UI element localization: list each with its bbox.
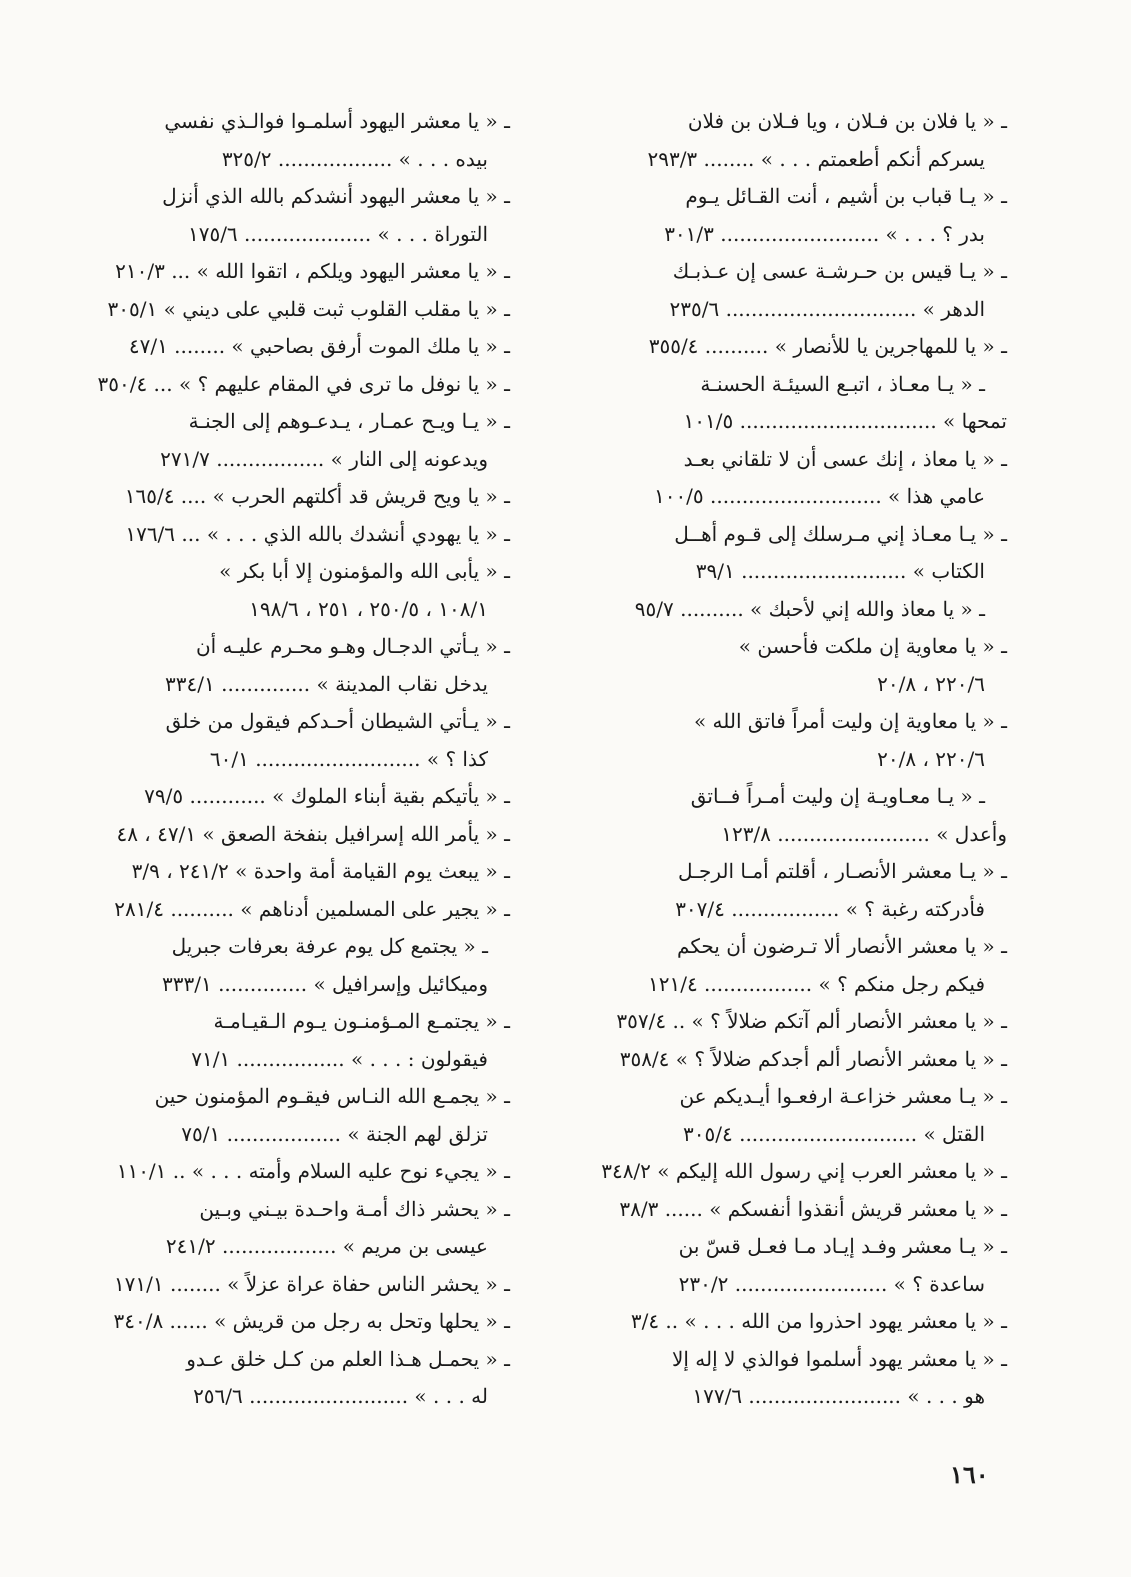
index-entry: ـ « يا معشر قريش أنقذوا أنفسكم » ...... ٣٨/٣	[619, 1196, 1007, 1221]
index-entry: الدهر » .............................. ٢٣٥/٦	[669, 296, 985, 321]
index-entry: تزلق لهم الجنة » .................. ٧٥/١	[181, 1121, 488, 1146]
index-entry: ـ « يأبى الله والمؤمنون إلا أبا بكر »	[219, 559, 510, 583]
index-entry: ـ « يـا معـاذ إني مـرسلك إلى قـوم أهــل	[674, 521, 1007, 546]
index-entry: ـ « يجتمـع المـؤمنـون يـوم الـقيـامـة	[213, 1009, 510, 1033]
index-entry: وأعدل » ........................ ١٢٣/٨	[721, 821, 1007, 846]
index-entry: ـ « يا معشر اليهود أنشدكم بالله الذي أنزل	[162, 184, 510, 208]
index-entry: بدر ؟ . . . » ......................... ٣٠١/٣	[664, 221, 985, 246]
index-entry: ـ « يا معشر اليهود أسلمـوا فوالـذي نفسي	[164, 109, 510, 133]
index-entry: ـ « يا معاذ والله إني لأحبك » .......... ٩٥/٧	[634, 596, 985, 621]
index-entry: يسركم أنكم أطعمتم . . . » ........ ٢٩٣/٣	[647, 146, 985, 171]
index-entry: ـ « يـا قيس بن حـرشـة عسى إن عـذبـك	[672, 259, 1007, 283]
index-entry: فأدركته رغبة ؟ » ................. ٣٠٧/٤	[675, 896, 985, 921]
index-entry: ـ « يـا معشر خزاعـة ارفعـوا أيـديكم عن	[679, 1084, 1007, 1108]
index-entry: فيكم رجل منكم ؟ » ................. ١٢١/٤	[647, 971, 985, 996]
index-entry: ـ « يا معشر الأنصار ألم آتكم ضلالاً ؟ » .. ٣٥٧/٤	[616, 1009, 1007, 1033]
index-entry: ويدعونه إلى النار » ................. ٢٧١/٧	[160, 446, 488, 471]
index-entry: ـ « يأتيكم بقية أبناء الملوك » ............ ٧٩/٥	[144, 784, 510, 808]
index-entry: كذا ؟ » .......................... ٦٠/١	[209, 746, 488, 771]
index-entry: ـ « يجتمع كل يوم عرفة بعرفات جبريل	[171, 934, 488, 958]
index-entry: ـ « يجيء نوح عليه السلام وأمته . . . » .. ١١٠/١	[116, 1159, 510, 1183]
index-entry: ـ « يـا قباب بن أشيم ، أنت القـائل يـوم	[685, 184, 1007, 208]
index-entry: ـ « يـأتي الدجـال وهـو محـرم عليـه أن	[195, 634, 510, 658]
index-entry: فيقولون : . . . » ................. ٧١/١	[191, 1046, 488, 1071]
index-entry: ساعدة ؟ » ........................ ٢٣٠/٢	[678, 1271, 985, 1296]
index-entry: عامي هذا » ........................... ١٠٠/٥	[653, 484, 985, 508]
index-entry: ـ « يا معشر الأنصار ألم أجدكم ضلالاً ؟ » ٣٥٨/٤	[619, 1046, 1007, 1071]
index-entry: ـ « يا معشر الأنصار ألا تـرضون أن يحكم	[677, 934, 1007, 958]
index-entry: ـ « يا معاوية إن وليت أمراً فاتق الله »	[693, 709, 1007, 733]
index-entry: ـ « يـا معـاويـة إن وليت أمـراً فــاتق	[690, 784, 985, 808]
index-entry: له . . . » ......................... ٢٥٦/٦	[193, 1384, 488, 1408]
index-entry: ـ « يا معشر اليهود ويلكم ، اتقوا الله » ... ٢١٠/٣	[115, 259, 510, 283]
index-entry: ـ « يا نوفل ما ترى في المقام عليهم ؟ » ... ٣٥٠/٤	[97, 371, 510, 396]
index-entry: بيده . . . » .................. ٣٢٥/٢	[221, 146, 488, 171]
index-entry: ـ « يا معشر يهود أسلموا فوالذي لا إله إلا	[671, 1346, 1007, 1371]
index-entry: ـ « يـا ويـح عمـار ، يـدعـوهم إلى الجنـة	[188, 409, 510, 433]
index-entry: عيسى بن مريم » .................. ٢٤١/٢	[165, 1234, 488, 1258]
index-entry: تمحها » ............................... ١٠١/٥	[683, 409, 1007, 433]
index-entry: ـ « يحشر ذاك أمـة واحـدة بيـني وبـين	[199, 1196, 510, 1221]
index-entry: ـ « يا معشر يهود احذروا من الله . . . » .. ٣/٤	[630, 1309, 1007, 1333]
index-entry: التوراة . . . » .................... ١٧٥/٦	[187, 221, 488, 246]
index-entry: ـ « يحمـل هـذا العلم من كـل خلق عـدو	[186, 1346, 510, 1371]
index-entry: ـ « يا معاذ ، إنك عسى أن لا تلقاني بعـد	[683, 446, 1007, 471]
left-column	[97, 103, 510, 1416]
index-entry: ـ « يا ملك الموت أرفق بصاحبي » ........ ٤٧/١	[128, 334, 510, 358]
index-entry: ـ « يأمر الله إسرافيل بنفخة الصعق » ٤٧/١ ، ٤٨	[116, 821, 510, 846]
index-entry: ـ « يا يهودي أنشدك بالله الذي . . . » ... ١٧٦/٦	[125, 521, 510, 546]
index-entry: ـ « يـا معشر الأنصـار ، أقلتم أمـا الرجـل	[677, 859, 1007, 883]
index-entry: ـ « يـأتي الشيطان أحـدكم فيقول من خلق	[165, 709, 510, 733]
index-entry: ـ « يحلها وتحل به رجل من قريش » ...... ٣٤٠/٨	[113, 1309, 510, 1333]
index-entry: ـ « يبعث يوم القيامة أمة واحدة » ٢٤١/٢ ، ٣/٩	[131, 859, 510, 883]
index-entry: ـ « يا ويح قريش قد أكلتهم الحرب » .... ١٦٥/٤	[124, 484, 510, 508]
index-entry: ٢٢٠/٦ ، ٢٠/٨	[877, 746, 985, 771]
index-entry: وميكائيل وإسرافيل » .............. ٣٣٣/١	[162, 971, 488, 996]
index-entry: ٢٢٠/٦ ، ٢٠/٨	[877, 671, 985, 696]
index-entry: ـ « يا معاوية إن ملكت فأحسن »	[738, 634, 1007, 658]
index-entry: القتل » ............................ ٣٠٥/٤	[683, 1121, 985, 1146]
index-entry: هو . . . » ........................ ١٧٧/٦	[692, 1384, 985, 1408]
index-entry: ١٠٨/١ ، ٢٥٠/٥ ، ٢٥١ ، ١٩٨/٦	[249, 596, 488, 621]
index-entry: ـ « يجير على المسلمين أدناهم » .......... ٢٨١/٤	[114, 896, 510, 921]
index-entry: يدخل نقاب المدينة » .............. ٣٣٤/١	[165, 671, 488, 696]
index-entry: ـ « يحشر الناس حفاة عراة عزلاً » ........ ١٧١/١	[113, 1271, 510, 1296]
index-entry: ـ « يا للمهاجرين يا للأنصار » .......... ٣٥٥/٤	[648, 334, 1007, 358]
index-entry: ـ « يا معشر العرب إني رسول الله إليكم » ٣٤٨/٢	[601, 1159, 1007, 1183]
index-entry: ـ « يجمـع الله النـاس فيقـوم المؤمنون حين	[154, 1084, 510, 1108]
right-column	[601, 103, 1007, 1416]
index-entry: ـ « يـا معـاذ ، اتبـع السيئـة الحسنـة	[700, 371, 985, 396]
index-entry: ـ « يا مقلب القلوب ثبت قلبي على ديني » ٣٠٥/١	[107, 296, 510, 321]
index-entry: ـ « يا فلان بن فـلان ، ويا فـلان بن فلان	[687, 109, 1007, 133]
index-entry: ـ « يـا معشر وفـد إيـاد مـا فعـل قسّ بن	[678, 1234, 1007, 1258]
index-entry: الكتاب » .......................... ٣٩/١	[695, 559, 985, 583]
page-number: ١٦٠	[950, 1460, 989, 1489]
